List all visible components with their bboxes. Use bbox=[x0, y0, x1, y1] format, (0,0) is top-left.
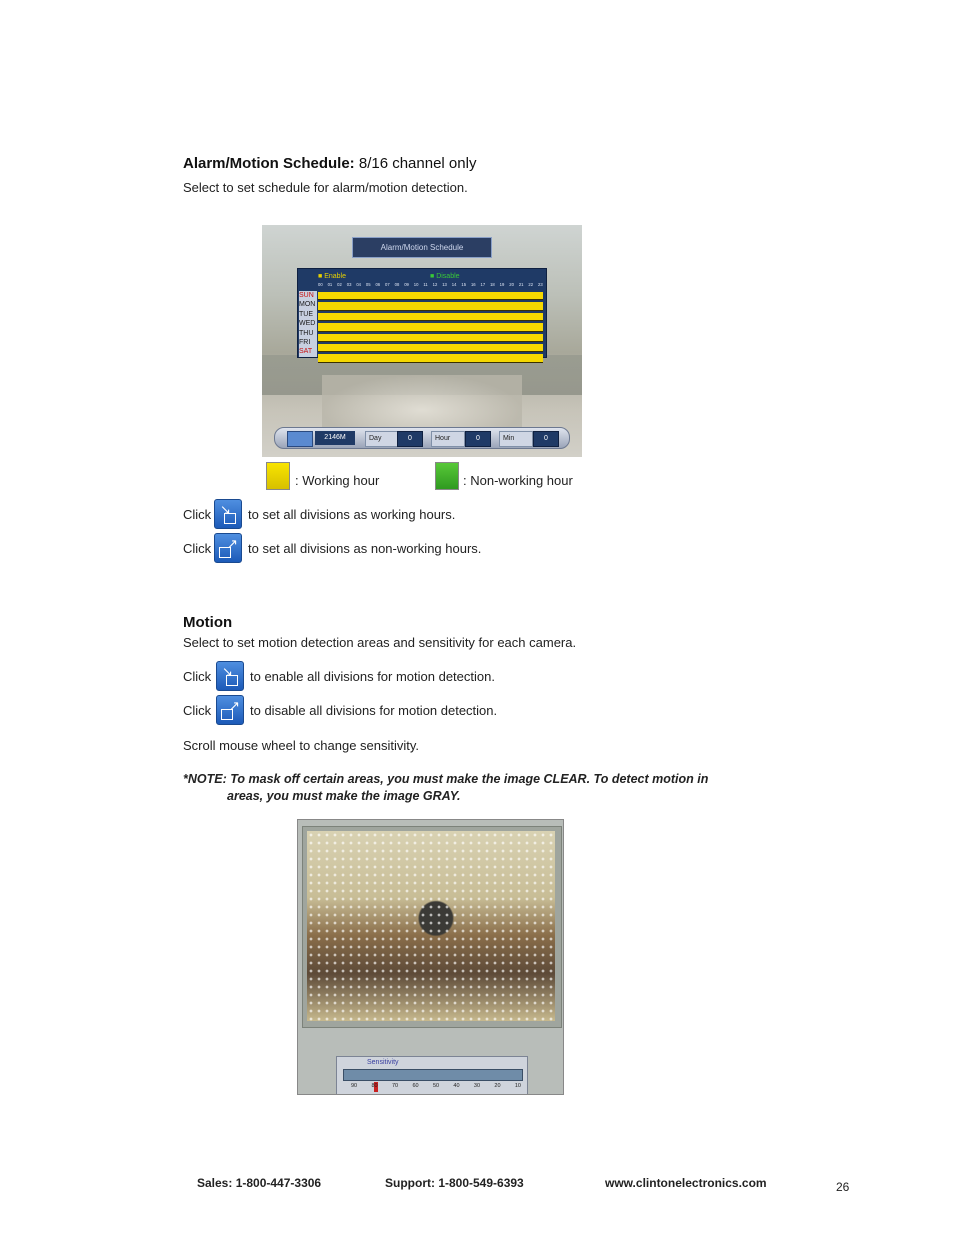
hour-label: 17 bbox=[480, 282, 486, 287]
hour-label: 08 bbox=[394, 282, 400, 287]
click-label: Click bbox=[183, 702, 212, 718]
scroll-instruction: Scroll mouse wheel to change sensitivity. bbox=[183, 738, 420, 753]
tick-label: 40 bbox=[453, 1083, 460, 1089]
schedule-rows[interactable] bbox=[318, 292, 543, 365]
footer-support: Support: 1-800-549-6393 bbox=[385, 1176, 524, 1190]
legend-disable-label: Disable bbox=[436, 273, 460, 280]
hour-label: 20 bbox=[509, 282, 514, 287]
square-icon bbox=[224, 513, 236, 524]
tick-label: 70 bbox=[391, 1083, 399, 1089]
schedule-row-sun[interactable] bbox=[318, 292, 543, 300]
clear-all-button[interactable] bbox=[214, 533, 242, 563]
hour-label: 11 bbox=[423, 282, 428, 287]
disable-all-row bbox=[183, 695, 497, 725]
hour-label: 12 bbox=[432, 282, 438, 287]
heading-text: Alarm/Motion Schedule: bbox=[183, 155, 355, 172]
schedule-row-thu[interactable] bbox=[318, 334, 543, 342]
hour-label-field: Hour bbox=[431, 431, 465, 447]
sensitivity-label: Sensitivity bbox=[367, 1059, 399, 1066]
nonworking-hour-swatch bbox=[435, 462, 459, 490]
click-label: Click bbox=[183, 668, 212, 684]
motion-grid-overlay[interactable] bbox=[307, 831, 555, 1021]
min-value[interactable]: 0 bbox=[533, 431, 559, 447]
tick-label: 80 bbox=[371, 1083, 378, 1089]
hour-label: 19 bbox=[499, 282, 505, 287]
hour-label: 10 bbox=[413, 282, 419, 287]
nonworking-hour-label: : Non-working hour bbox=[463, 473, 573, 488]
footer-sales: Sales: 1-800-447-3306 bbox=[197, 1176, 322, 1190]
day-label-sat: SAT bbox=[299, 347, 317, 356]
click-label: Click bbox=[183, 506, 212, 522]
section-heading-schedule bbox=[183, 155, 476, 172]
hour-label: 00 bbox=[318, 282, 323, 287]
enable-all-text: to enable all divisions for motion detection. bbox=[250, 668, 495, 684]
disable-all-button[interactable] bbox=[216, 695, 244, 725]
footer-website[interactable]: www.clintonelectronics.com bbox=[605, 1176, 767, 1190]
tick-label: 20 bbox=[494, 1083, 501, 1089]
tick-label: 90 bbox=[351, 1083, 358, 1089]
hour-label: 05 bbox=[365, 282, 371, 287]
legend-enable-label: Enable bbox=[324, 273, 346, 280]
schedule-dialog-title: Alarm/Motion Schedule bbox=[352, 237, 492, 258]
set-all-working-row bbox=[183, 499, 455, 529]
hour-header bbox=[318, 282, 543, 290]
arrow-down-icon: ↘ bbox=[220, 503, 231, 518]
status-bar bbox=[274, 427, 570, 449]
hour-label: 15 bbox=[461, 282, 467, 287]
enable-all-button[interactable] bbox=[216, 661, 244, 691]
hour-label: 02 bbox=[337, 282, 342, 287]
set-all-nonworking-text: to set all divisions as non-working hours. bbox=[248, 540, 482, 556]
set-all-working-text: to set all divisions as working hours. bbox=[248, 506, 456, 522]
hour-label: 04 bbox=[356, 282, 361, 287]
note-line-1: *NOTE: To mask off certain areas, you must make the image CLEAR. To detect motion in bbox=[183, 772, 709, 786]
hour-label: 14 bbox=[451, 282, 457, 287]
hour-label: 21 bbox=[518, 282, 524, 287]
arrow-down-icon: ↘ bbox=[222, 665, 233, 680]
schedule-row-sat[interactable] bbox=[318, 354, 543, 362]
hour-label: 23 bbox=[537, 282, 543, 287]
day-label-tue: TUE bbox=[299, 310, 317, 319]
square-icon bbox=[219, 547, 231, 558]
hour-label: 16 bbox=[470, 282, 476, 287]
day-label-wed: WED bbox=[299, 320, 316, 328]
legend-disable: ■ Disable bbox=[430, 273, 460, 280]
schedule-row-tue[interactable] bbox=[318, 313, 543, 321]
hour-label: 01 bbox=[327, 282, 333, 287]
day-value[interactable]: 0 bbox=[397, 431, 423, 447]
tick-label: 50 bbox=[432, 1083, 440, 1089]
hour-label: 22 bbox=[528, 282, 534, 287]
day-label-sun: SUN bbox=[299, 291, 317, 300]
square-icon bbox=[221, 709, 233, 720]
working-hour-label: : Working hour bbox=[295, 473, 380, 488]
schedule-description: Select to set schedule for alarm/motion detection. bbox=[183, 180, 468, 195]
section-heading-motion: Motion bbox=[183, 614, 233, 631]
arrow-up-icon: ↗ bbox=[227, 537, 238, 552]
motion-description: Select to set motion detection areas and sensitivity for each camera. bbox=[183, 635, 577, 650]
legend-enable: ■ Enable bbox=[318, 273, 346, 280]
hour-label: 18 bbox=[490, 282, 495, 287]
page-number: 26 bbox=[836, 1180, 850, 1194]
tick-label: 10 bbox=[514, 1083, 521, 1089]
square-icon bbox=[226, 675, 238, 686]
note-line-2: areas, you must make the image GRAY. bbox=[227, 789, 461, 803]
schedule-row-wed[interactable] bbox=[318, 323, 543, 331]
arrow-up-icon: ↗ bbox=[229, 699, 240, 714]
min-label: Min bbox=[499, 431, 533, 447]
hour-label: 07 bbox=[385, 282, 390, 287]
hdd-icon bbox=[287, 431, 313, 447]
motion-detection-screenshot bbox=[297, 819, 564, 1095]
hour-label: 13 bbox=[442, 282, 447, 287]
camera-image-grid[interactable] bbox=[307, 831, 555, 1021]
hdd-capacity: 2146M bbox=[315, 431, 355, 445]
sensitivity-slider[interactable] bbox=[343, 1069, 523, 1081]
camera-frame bbox=[302, 826, 562, 1028]
schedule-row-fri[interactable] bbox=[318, 344, 543, 352]
tick-label: 60 bbox=[412, 1083, 419, 1089]
day-label-thu: THU bbox=[299, 329, 317, 338]
hour-label: 03 bbox=[346, 282, 352, 287]
set-all-nonworking-row bbox=[183, 533, 481, 563]
click-label: Click bbox=[183, 540, 212, 556]
sensitivity-ticks bbox=[351, 1083, 521, 1089]
working-hour-swatch bbox=[266, 462, 290, 490]
hour-label: 06 bbox=[375, 282, 381, 287]
enable-all-row bbox=[183, 661, 495, 691]
hour-value[interactable]: 0 bbox=[465, 431, 491, 447]
tick-label: 30 bbox=[473, 1083, 481, 1089]
sensitivity-panel bbox=[336, 1056, 528, 1095]
heading-suffix: 8/16 channel only bbox=[354, 155, 477, 172]
alarm-motion-schedule-screenshot bbox=[262, 225, 582, 457]
day-label: Day bbox=[365, 431, 399, 447]
day-label-fri: FRI bbox=[299, 338, 317, 347]
set-all-button[interactable] bbox=[214, 499, 242, 529]
day-column bbox=[299, 291, 317, 357]
schedule-row-mon[interactable] bbox=[318, 302, 543, 310]
day-label-mon: MON bbox=[299, 301, 316, 309]
hour-label: 09 bbox=[404, 282, 409, 287]
disable-all-text: to disable all divisions for motion detection. bbox=[250, 702, 498, 718]
schedule-grid-panel bbox=[297, 268, 547, 358]
